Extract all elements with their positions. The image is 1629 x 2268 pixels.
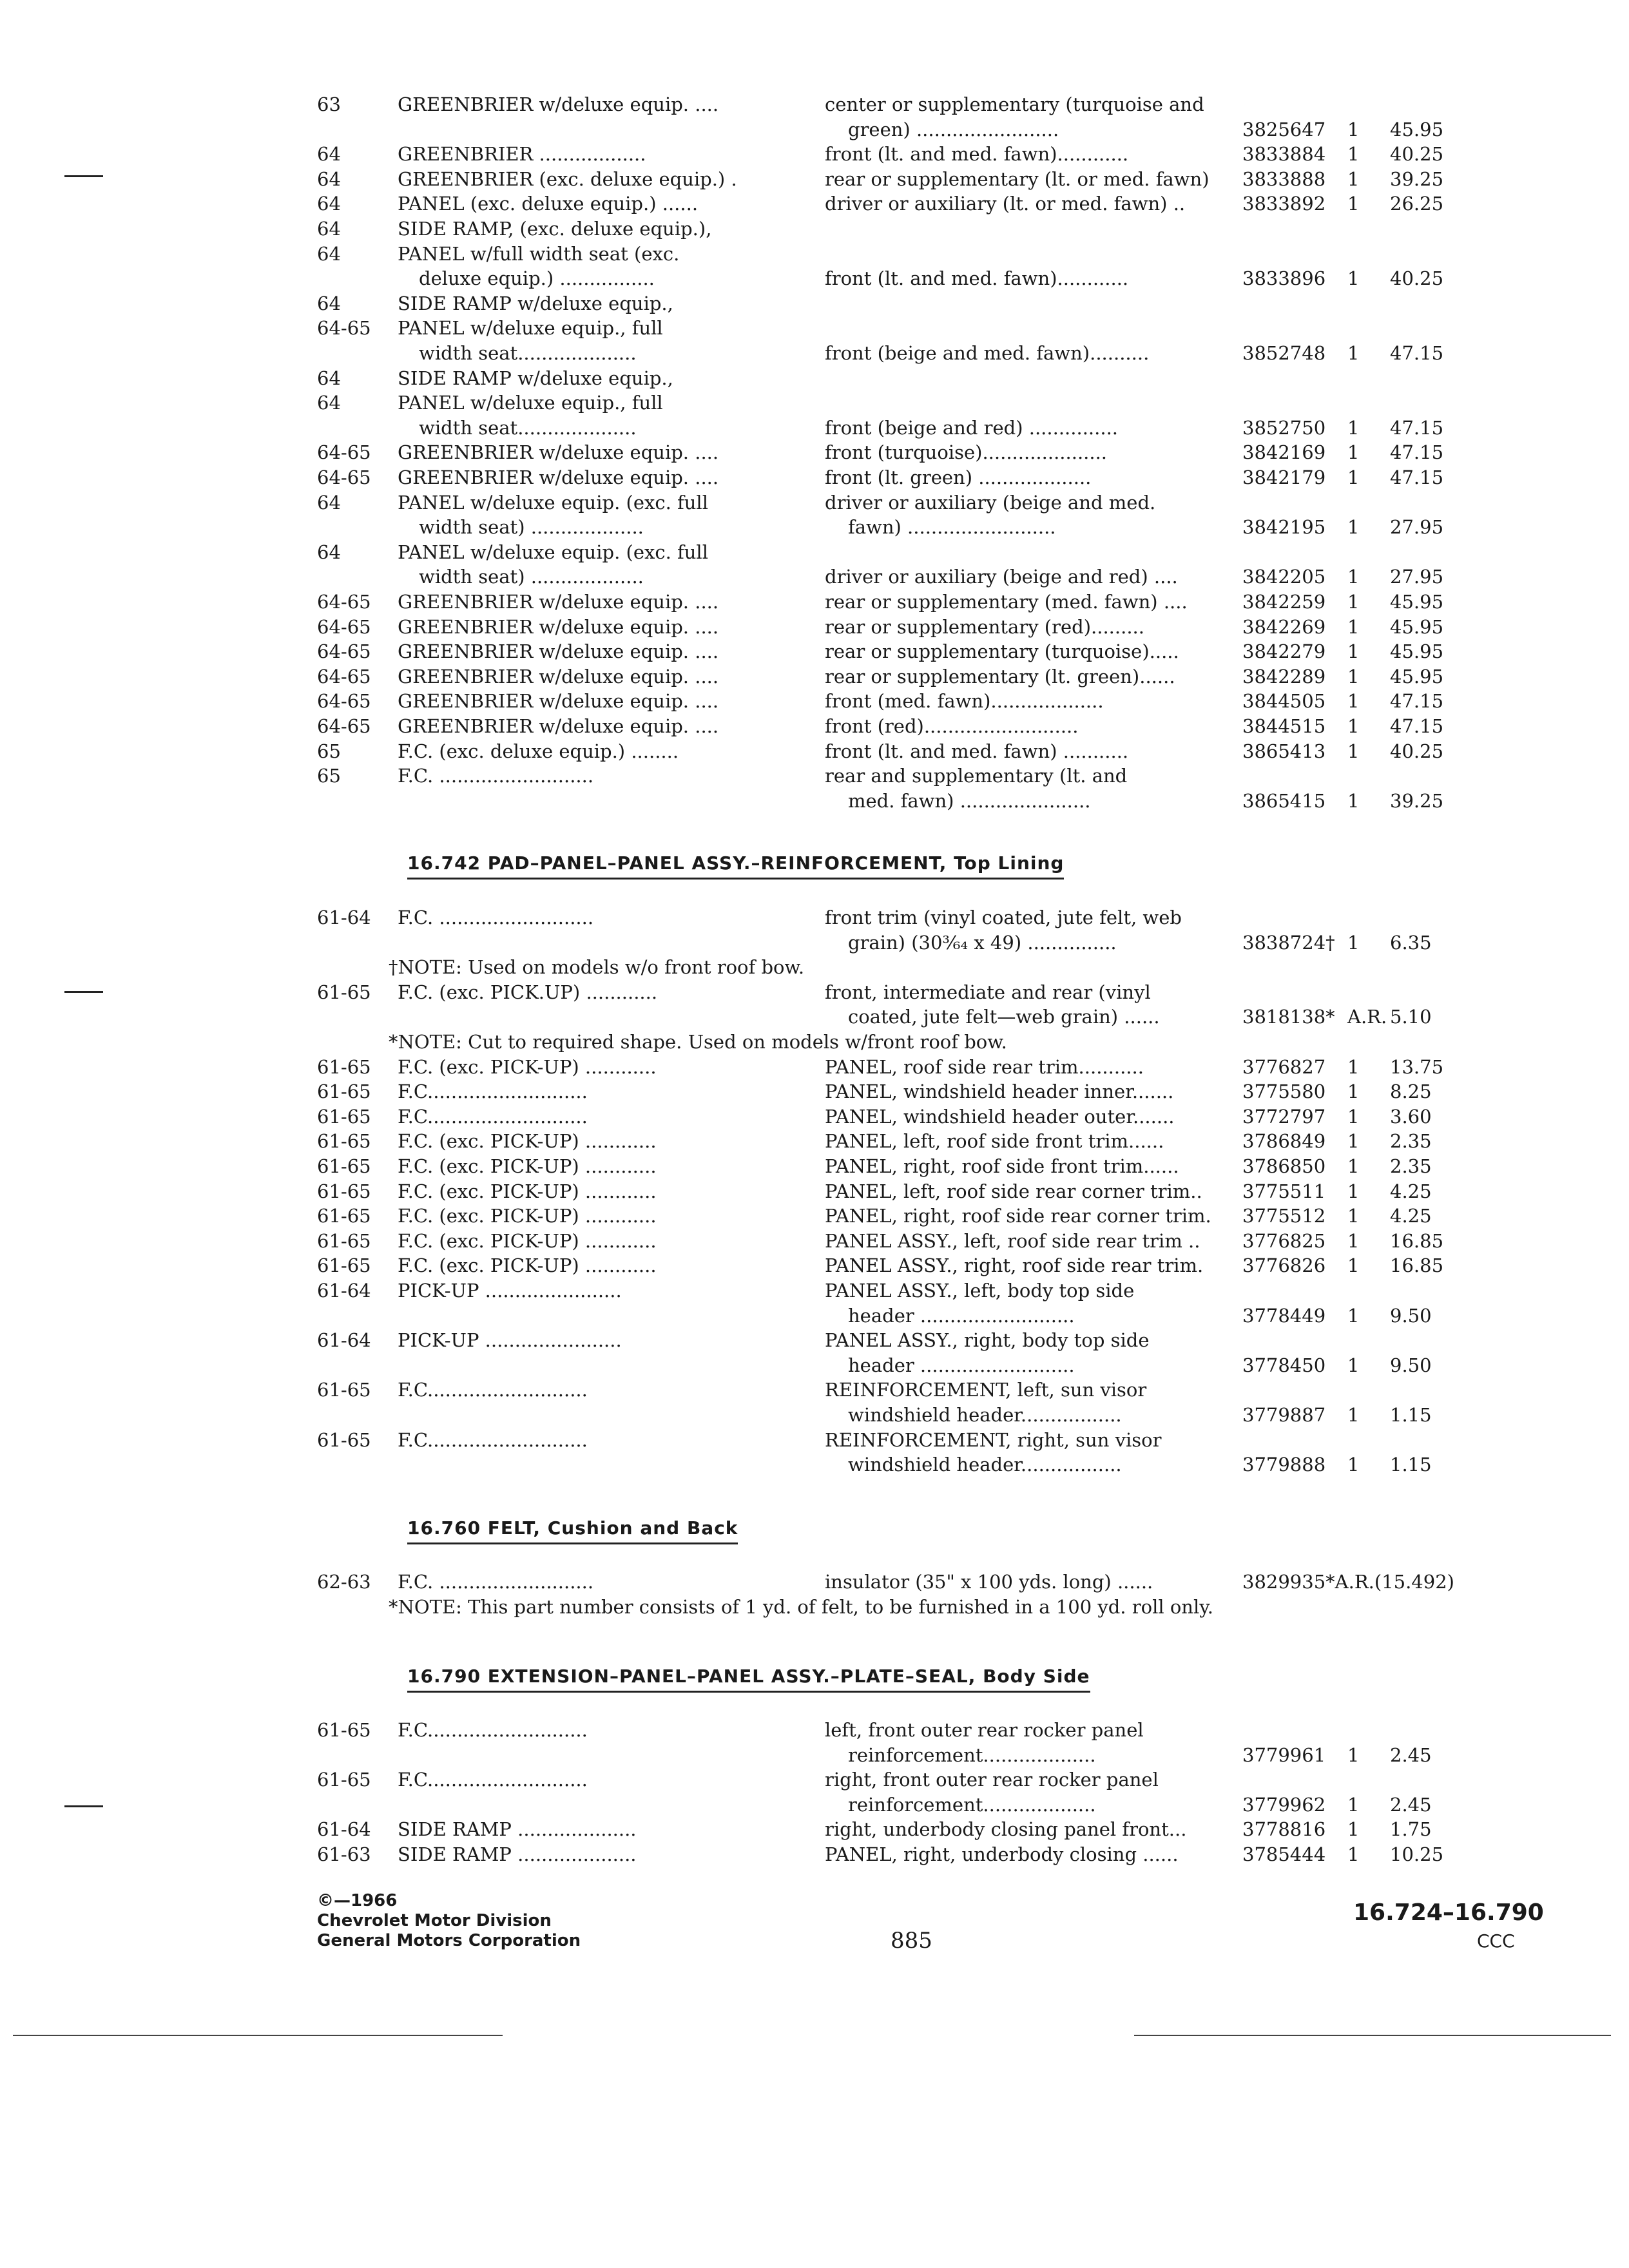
model-year: 64 bbox=[317, 168, 341, 190]
quantity: 1 bbox=[1347, 118, 1360, 140]
part-number: 3865415 bbox=[1242, 789, 1326, 812]
part-description: driver or auxiliary (beige and med. bbox=[825, 491, 1156, 514]
part-description: PANEL ASSY., right, roof side rear trim. bbox=[825, 1254, 1204, 1277]
price: 2.35 bbox=[1390, 1155, 1432, 1177]
quantity: 1 bbox=[1347, 1130, 1360, 1153]
margin-mark bbox=[64, 991, 103, 993]
part-number: 3844505 bbox=[1242, 690, 1326, 713]
part-description: front (lt. and med. fawn)............ bbox=[825, 143, 1129, 166]
price: 3.60 bbox=[1390, 1105, 1432, 1128]
model-name: PANEL w/deluxe equip. (exc. full bbox=[398, 491, 708, 514]
part-description: REINFORCEMENT, left, sun visor bbox=[825, 1379, 1147, 1401]
model-year: 61-65 bbox=[317, 1205, 371, 1227]
part-description: PANEL ASSY., right, body top side bbox=[825, 1329, 1150, 1352]
price: 1.75 bbox=[1390, 1818, 1432, 1841]
part-description-cont: reinforcement................... bbox=[848, 1793, 1096, 1816]
part-description: PANEL, right, underbody closing ...... bbox=[825, 1843, 1179, 1865]
part-description-cont: reinforcement................... bbox=[848, 1744, 1096, 1766]
quantity: 1 bbox=[1347, 640, 1360, 663]
model-year: 61-65 bbox=[317, 1055, 371, 1078]
part-description: PANEL, left, roof side front trim...... bbox=[825, 1130, 1164, 1153]
part-number: 3775580 bbox=[1242, 1081, 1326, 1103]
model-name: GREENBRIER w/deluxe equip. .... bbox=[398, 615, 719, 638]
row-note: †NOTE: Used on models w/o front roof bow. bbox=[389, 956, 805, 979]
footer-range: 16.724–16.790 bbox=[1353, 1899, 1544, 1926]
model-name: F.C. (exc. PICK.UP) ............ bbox=[398, 981, 658, 1003]
model-year: 63 bbox=[317, 93, 341, 115]
part-description: right, underbody closing panel front... bbox=[825, 1818, 1187, 1841]
model-year: 62-63 bbox=[317, 1571, 371, 1593]
part-description-cont: windshield header................. bbox=[848, 1454, 1122, 1476]
model-name: F.C. .......................... bbox=[398, 907, 594, 928]
part-number: 3865413 bbox=[1242, 740, 1326, 762]
price: 16.85 bbox=[1390, 1229, 1444, 1252]
model-year: 64-65 bbox=[317, 615, 371, 638]
model-name: GREENBRIER w/deluxe equip. .... bbox=[398, 665, 719, 687]
part-number: 3775512 bbox=[1242, 1205, 1326, 1227]
part-number: 3842169 bbox=[1242, 441, 1326, 464]
part-description: front, intermediate and rear (vinyl bbox=[825, 981, 1151, 1003]
model-year: 64-65 bbox=[317, 466, 371, 488]
model-name: SIDE RAMP, (exc. deluxe equip.), bbox=[398, 218, 712, 240]
model-name: SIDE RAMP .................... bbox=[398, 1818, 637, 1841]
model-name: SIDE RAMP w/deluxe equip., bbox=[398, 367, 673, 389]
model-year: 61-65 bbox=[317, 1428, 371, 1451]
price: 47.15 bbox=[1390, 441, 1444, 464]
model-name: GREENBRIER w/deluxe equip. .... bbox=[398, 715, 719, 737]
quantity: A.R. bbox=[1347, 1006, 1387, 1028]
model-name: PICK-UP ....................... bbox=[398, 1280, 622, 1302]
model-year: 61-64 bbox=[317, 1818, 371, 1841]
part-number: 3779888 bbox=[1242, 1454, 1326, 1476]
part-description: PANEL, windshield header inner....... bbox=[825, 1081, 1174, 1103]
price: 45.95 bbox=[1390, 640, 1444, 663]
price: 16.85 bbox=[1390, 1254, 1444, 1277]
part-number: 3776827 bbox=[1242, 1055, 1326, 1078]
part-number: 3842205 bbox=[1242, 566, 1326, 588]
model-year: 64-65 bbox=[317, 640, 371, 663]
price: 27.95 bbox=[1390, 516, 1444, 539]
model-year: 61-64 bbox=[317, 1329, 371, 1352]
part-description: driver or auxiliary (lt. or med. fawn) .. bbox=[825, 193, 1186, 215]
quantity: 1 bbox=[1347, 516, 1360, 539]
quantity: 1 bbox=[1347, 1229, 1360, 1252]
model-year: 64-65 bbox=[317, 441, 371, 464]
quantity: 1 bbox=[1347, 168, 1360, 190]
part-description: right, front outer rear rocker panel bbox=[825, 1769, 1159, 1791]
price: 27.95 bbox=[1390, 566, 1444, 588]
part-number: 3775511 bbox=[1242, 1180, 1326, 1202]
model-name: F.C. (exc. PICK-UP) ............ bbox=[398, 1205, 657, 1227]
part-description: rear or supplementary (lt. green)...... bbox=[825, 665, 1175, 687]
part-description: PANEL, roof side rear trim........... bbox=[825, 1055, 1144, 1078]
model-year: 61-64 bbox=[317, 907, 371, 928]
model-year: 64-65 bbox=[317, 665, 371, 687]
quantity: 1 bbox=[1347, 143, 1360, 166]
model-name: F.C. .......................... bbox=[398, 765, 594, 787]
model-year: 61-65 bbox=[317, 1229, 371, 1252]
part-number: 3842279 bbox=[1242, 640, 1326, 663]
price: 39.25 bbox=[1390, 789, 1444, 812]
model-name: F.C. (exc. PICK-UP) ............ bbox=[398, 1155, 657, 1177]
part-number: 3776825 bbox=[1242, 1229, 1326, 1252]
quantity: 1 bbox=[1347, 441, 1360, 464]
model-year: 64-65 bbox=[317, 317, 371, 340]
model-name: F.C........................... bbox=[398, 1105, 588, 1128]
part-number: 3852748 bbox=[1242, 342, 1326, 364]
model-name: F.C. (exc. PICK-UP) ............ bbox=[398, 1229, 657, 1252]
bottom-rule-left bbox=[13, 2035, 503, 2036]
model-name-cont: width seat.................... bbox=[419, 342, 637, 364]
price: 45.95 bbox=[1390, 591, 1444, 613]
price: 4.25 bbox=[1390, 1205, 1432, 1227]
section-header-16790: 16.790 EXTENSION–PANEL–PANEL ASSY.–PLATE–SEAL, Body Side bbox=[407, 1662, 1090, 1693]
quantity: 1 bbox=[1347, 1180, 1360, 1202]
part-description: rear and supplementary (lt. and bbox=[825, 765, 1128, 787]
price: 1.15 bbox=[1390, 1454, 1432, 1476]
price: 47.15 bbox=[1390, 416, 1444, 439]
price: 40.25 bbox=[1390, 740, 1444, 762]
part-number: 3778450 bbox=[1242, 1354, 1326, 1376]
quantity: 1 bbox=[1347, 342, 1360, 364]
quantity: 1 bbox=[1347, 690, 1360, 713]
model-name: F.C. .......................... bbox=[398, 1571, 594, 1593]
model-name: GREENBRIER w/deluxe equip. .... bbox=[398, 93, 719, 115]
part-number: 3833896 bbox=[1242, 267, 1326, 290]
quantity: 1 bbox=[1347, 1205, 1360, 1227]
quantity: 1 bbox=[1347, 1155, 1360, 1177]
part-number: 3833892 bbox=[1242, 193, 1326, 215]
part-description: rear or supplementary (turquoise)..... bbox=[825, 640, 1179, 663]
part-description: front (lt. and med. fawn) ........... bbox=[825, 740, 1129, 762]
page-number: 885 bbox=[891, 1928, 932, 1954]
model-year: 64-65 bbox=[317, 690, 371, 713]
quantity: 1 bbox=[1347, 566, 1360, 588]
model-name: F.C. (exc. PICK-UP) ............ bbox=[398, 1055, 657, 1078]
quantity: 1 bbox=[1347, 1254, 1360, 1277]
model-name: PICK-UP ....................... bbox=[398, 1329, 622, 1352]
part-description: rear or supplementary (med. fawn) .... bbox=[825, 591, 1188, 613]
model-year: 61-65 bbox=[317, 1719, 371, 1741]
part-number: 3779887 bbox=[1242, 1404, 1326, 1426]
part-description: front (red).......................... bbox=[825, 715, 1079, 737]
part-description: PANEL ASSY., left, body top side bbox=[825, 1280, 1135, 1302]
part-description: PANEL, left, roof side rear corner trim.. bbox=[825, 1180, 1202, 1202]
part-description-cont: med. fawn) ...................... bbox=[848, 789, 1091, 812]
part-description: REINFORCEMENT, right, sun visor bbox=[825, 1428, 1162, 1451]
part-number: 3842269 bbox=[1242, 615, 1326, 638]
part-number: 3778449 bbox=[1242, 1304, 1326, 1327]
part-description: front (med. fawn)................... bbox=[825, 690, 1104, 713]
model-name-cont: deluxe equip.) ................ bbox=[419, 267, 655, 290]
model-name: GREENBRIER w/deluxe equip. .... bbox=[398, 690, 719, 713]
part-description-cont: header .......................... bbox=[848, 1354, 1075, 1376]
quantity: 1 bbox=[1347, 1404, 1360, 1426]
footer-copyright: ©—1966 bbox=[317, 1891, 398, 1910]
quantity: 1 bbox=[1347, 789, 1360, 812]
quantity: 1 bbox=[1347, 591, 1360, 613]
model-name-cont: width seat.................... bbox=[419, 416, 637, 439]
part-description-cont: grain) (30³⁄₆₄ x 49) ............... bbox=[848, 931, 1117, 954]
model-year: 64-65 bbox=[317, 591, 371, 613]
quantity: 1 bbox=[1347, 193, 1360, 215]
part-number: 3779962 bbox=[1242, 1793, 1326, 1816]
quantity: 1 bbox=[1347, 416, 1360, 439]
quantity: 1 bbox=[1347, 740, 1360, 762]
part-description-cont: green) ........................ bbox=[848, 118, 1059, 140]
model-year: 64 bbox=[317, 491, 341, 514]
part-number: 3842259 bbox=[1242, 591, 1326, 613]
part-number: 3838724† bbox=[1242, 931, 1335, 954]
model-year: 65 bbox=[317, 740, 341, 762]
price: 9.50 bbox=[1390, 1354, 1432, 1376]
footer-division: Chevrolet Motor Division bbox=[317, 1911, 552, 1930]
model-name: PANEL (exc. deluxe equip.) ...... bbox=[398, 193, 699, 215]
model-name: GREENBRIER w/deluxe equip. .... bbox=[398, 441, 719, 464]
part-description-cont: header .......................... bbox=[848, 1304, 1075, 1327]
row-note: *NOTE: This part number consists of 1 yd. of felt, to be furnished in a 100 yd. roll only. bbox=[389, 1595, 1213, 1618]
quantity: 1 bbox=[1347, 1843, 1360, 1865]
model-name: GREENBRIER w/deluxe equip. .... bbox=[398, 466, 719, 488]
quantity: 1 bbox=[1347, 1304, 1360, 1327]
price: 2.45 bbox=[1390, 1744, 1432, 1766]
row-note: *NOTE: Cut to required shape. Used on models w/front roof bow. bbox=[389, 1031, 1007, 1053]
part-description: PANEL, right, roof side rear corner trim. bbox=[825, 1205, 1211, 1227]
part-description: front (beige and med. fawn).......... bbox=[825, 342, 1150, 364]
part-description: center or supplementary (turquoise and bbox=[825, 93, 1204, 115]
price: 39.25 bbox=[1390, 168, 1444, 190]
margin-mark bbox=[64, 175, 103, 177]
model-name: F.C........................... bbox=[398, 1081, 588, 1103]
quantity: 1 bbox=[1347, 1105, 1360, 1128]
part-number: 3842179 bbox=[1242, 466, 1326, 488]
part-description: front (beige and red) ............... bbox=[825, 416, 1119, 439]
model-name: F.C. (exc. PICK-UP) ............ bbox=[398, 1254, 657, 1277]
part-description: PANEL ASSY., left, roof side rear trim .. bbox=[825, 1229, 1200, 1252]
quantity: 1 bbox=[1347, 615, 1360, 638]
price: 47.15 bbox=[1390, 342, 1444, 364]
quantity: 1 bbox=[1347, 1055, 1360, 1078]
price: 4.25 bbox=[1390, 1180, 1432, 1202]
model-name-cont: width seat) ................... bbox=[419, 516, 644, 539]
part-number: 3776826 bbox=[1242, 1254, 1326, 1277]
part-description-cont: coated, jute felt—web grain) ...... bbox=[848, 1006, 1160, 1028]
model-year: 61-64 bbox=[317, 1280, 371, 1302]
part-description: front (turquoise)..................... bbox=[825, 441, 1108, 464]
part-number: 3772797 bbox=[1242, 1105, 1326, 1128]
model-name: F.C........................... bbox=[398, 1428, 588, 1451]
model-name: PANEL w/deluxe equip., full bbox=[398, 317, 663, 340]
model-year: 64 bbox=[317, 292, 341, 314]
model-year: 64 bbox=[317, 242, 341, 265]
model-year: 61-65 bbox=[317, 1180, 371, 1202]
part-number: 3852750 bbox=[1242, 416, 1326, 439]
quantity: 1 bbox=[1347, 1818, 1360, 1841]
model-year: 64 bbox=[317, 392, 341, 414]
footer-corporation: General Motors Corporation bbox=[317, 1931, 581, 1950]
model-year: 64 bbox=[317, 367, 341, 389]
quantity: 1 bbox=[1347, 1454, 1360, 1476]
price: 26.25 bbox=[1390, 193, 1444, 215]
model-name: F.C. (exc. PICK-UP) ............ bbox=[398, 1180, 657, 1202]
price: 2.35 bbox=[1390, 1130, 1432, 1153]
model-name: GREENBRIER (exc. deluxe equip.) . bbox=[398, 168, 737, 190]
part-description: rear or supplementary (lt. or med. fawn) bbox=[825, 168, 1210, 190]
part-number: 3844515 bbox=[1242, 715, 1326, 737]
model-year: 64 bbox=[317, 193, 341, 215]
model-year: 61-65 bbox=[317, 1379, 371, 1401]
part-description: rear or supplementary (red)......... bbox=[825, 615, 1144, 638]
model-year: 64 bbox=[317, 218, 341, 240]
price: 45.95 bbox=[1390, 615, 1444, 638]
price: 47.15 bbox=[1390, 715, 1444, 737]
model-name: GREENBRIER w/deluxe equip. .... bbox=[398, 640, 719, 663]
part-description: front trim (vinyl coated, jute felt, web bbox=[825, 907, 1182, 928]
price: 8.25 bbox=[1390, 1081, 1432, 1103]
price: 47.15 bbox=[1390, 690, 1444, 713]
model-name: PANEL w/deluxe equip. (exc. full bbox=[398, 541, 708, 563]
part-number: 3778816 bbox=[1242, 1818, 1326, 1841]
model-name: SIDE RAMP w/deluxe equip., bbox=[398, 292, 673, 314]
part-number: 3818138* bbox=[1242, 1006, 1335, 1028]
price: 1.15 bbox=[1390, 1404, 1432, 1426]
model-year: 61-65 bbox=[317, 1130, 371, 1153]
part-number: 3842289 bbox=[1242, 665, 1326, 687]
model-year: 61-63 bbox=[317, 1843, 371, 1865]
quantity: 1 bbox=[1347, 715, 1360, 737]
model-year: 64 bbox=[317, 143, 341, 166]
part-description-cont: fawn) ......................... bbox=[848, 516, 1056, 539]
bottom-rule-right bbox=[1134, 2035, 1611, 2036]
model-name: GREENBRIER w/deluxe equip. .... bbox=[398, 591, 719, 613]
price: 6.35 bbox=[1390, 931, 1432, 954]
part-number: 3825647 bbox=[1242, 118, 1326, 140]
quantity: 1 bbox=[1347, 1354, 1360, 1376]
price: 10.25 bbox=[1390, 1843, 1444, 1865]
part-number: 3842195 bbox=[1242, 516, 1326, 539]
model-year: 61-65 bbox=[317, 1105, 371, 1128]
price: 13.75 bbox=[1390, 1055, 1444, 1078]
price: 45.95 bbox=[1390, 665, 1444, 687]
price: 40.25 bbox=[1390, 267, 1444, 290]
section-header-16742: 16.742 PAD–PANEL–PANEL ASSY.–REINFORCEMENT, Top Lining bbox=[407, 849, 1064, 879]
model-year: 61-65 bbox=[317, 1081, 371, 1103]
model-name: SIDE RAMP .................... bbox=[398, 1843, 637, 1865]
model-year: 61-65 bbox=[317, 1769, 371, 1791]
part-description: front (lt. and med. fawn)............ bbox=[825, 267, 1129, 290]
part-description: driver or auxiliary (beige and red) .... bbox=[825, 566, 1178, 588]
quantity: 1 bbox=[1347, 665, 1360, 687]
model-name: F.C. (exc. deluxe equip.) ........ bbox=[398, 740, 679, 762]
price: 47.15 bbox=[1390, 466, 1444, 488]
quantity: 1 bbox=[1347, 931, 1360, 954]
model-year: 61-65 bbox=[317, 1254, 371, 1277]
quantity: 1 bbox=[1347, 466, 1360, 488]
margin-mark bbox=[64, 1805, 103, 1807]
part-number: 3786849 bbox=[1242, 1130, 1326, 1153]
part-description: front (lt. green) ................... bbox=[825, 466, 1092, 488]
price: 45.95 bbox=[1390, 118, 1444, 140]
part-number: 3833884 bbox=[1242, 143, 1326, 166]
model-name: PANEL w/full width seat (exc. bbox=[398, 242, 680, 265]
model-year: 64 bbox=[317, 541, 341, 563]
quantity: 1 bbox=[1347, 1793, 1360, 1816]
quantity: 1 bbox=[1347, 1744, 1360, 1766]
model-year: 61-65 bbox=[317, 981, 371, 1003]
model-name: F.C. (exc. PICK-UP) ............ bbox=[398, 1130, 657, 1153]
model-name: GREENBRIER .................. bbox=[398, 143, 646, 166]
part-number: 3833888 bbox=[1242, 168, 1326, 190]
model-name: PANEL w/deluxe equip., full bbox=[398, 392, 663, 414]
quantity: 1 bbox=[1347, 1081, 1360, 1103]
model-name-cont: width seat) ................... bbox=[419, 566, 644, 588]
model-year: 65 bbox=[317, 765, 341, 787]
part-number: 3786850 bbox=[1242, 1155, 1326, 1177]
part-description: insulator (35" x 100 yds. long) ...... bbox=[825, 1571, 1153, 1593]
price: 9.50 bbox=[1390, 1304, 1432, 1327]
part-description: left, front outer rear rocker panel bbox=[825, 1719, 1144, 1741]
part-number: 3829935*A.R.(15.492) bbox=[1242, 1571, 1454, 1593]
footer-code: CCC bbox=[1477, 1930, 1515, 1952]
price: 5.10 bbox=[1390, 1006, 1432, 1028]
quantity: 1 bbox=[1347, 267, 1360, 290]
part-description-cont: windshield header................. bbox=[848, 1404, 1122, 1426]
model-name: F.C........................... bbox=[398, 1719, 588, 1741]
model-year: 64-65 bbox=[317, 715, 371, 737]
part-number: 3785444 bbox=[1242, 1843, 1326, 1865]
price: 2.45 bbox=[1390, 1793, 1432, 1816]
part-description: PANEL, windshield header outer....... bbox=[825, 1105, 1175, 1128]
section-header-16760: 16.760 FELT, Cushion and Back bbox=[407, 1514, 738, 1544]
part-number: 3779961 bbox=[1242, 1744, 1326, 1766]
part-description: PANEL, right, roof side front trim...... bbox=[825, 1155, 1179, 1177]
model-name: F.C........................... bbox=[398, 1379, 588, 1401]
price: 40.25 bbox=[1390, 143, 1444, 166]
model-year: 61-65 bbox=[317, 1155, 371, 1177]
model-name: F.C........................... bbox=[398, 1769, 588, 1791]
